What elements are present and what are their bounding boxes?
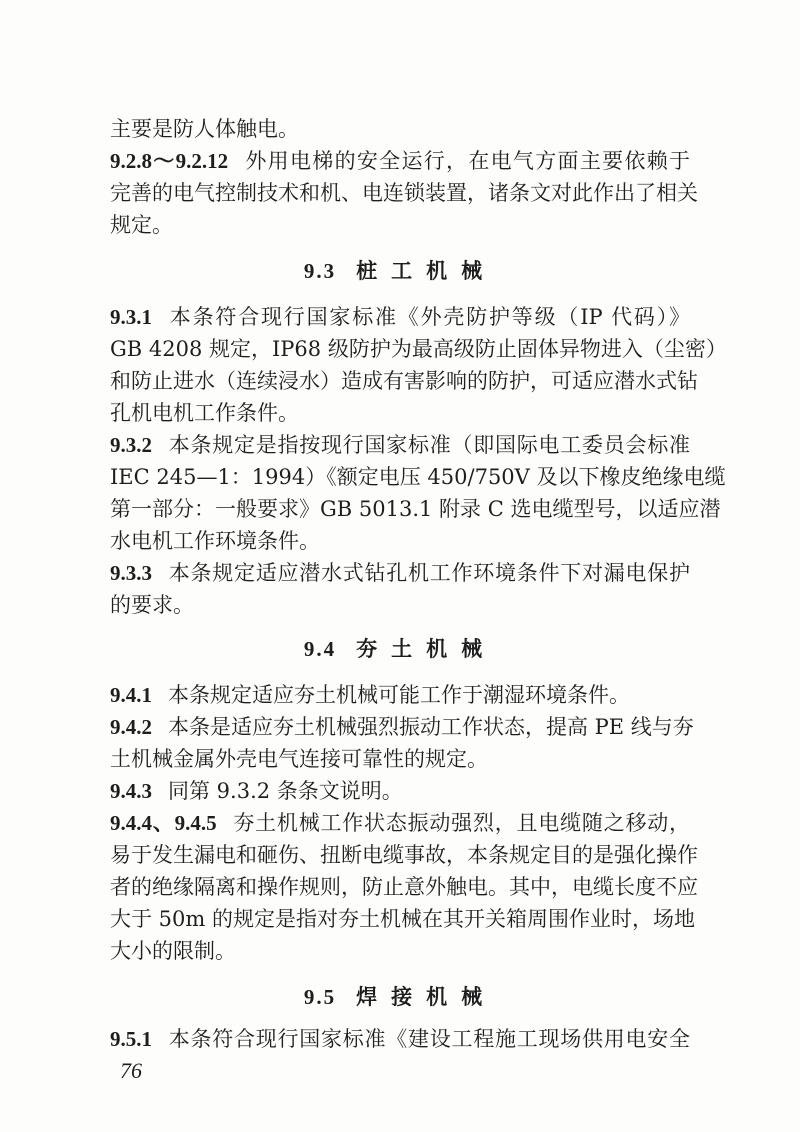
text-line: 主要是防人体触电。 bbox=[110, 117, 299, 141]
text-line: 孔机电机工作条件。 bbox=[110, 401, 299, 425]
clause-line: 9.3.2 本条规定是指按现行国家标准（即国际电工委员会标准 bbox=[110, 433, 690, 457]
clause-line: 9.4.1 本条规定适应夯土机械可能工作于潮湿环境条件。 bbox=[110, 683, 630, 707]
text-line: 的要求。 bbox=[110, 593, 194, 617]
clause-number: 9.3.1 bbox=[110, 305, 152, 329]
text-line: 第一部分：一般要求》GB 5013.1 附录 C 选电缆型号，以适应潜 bbox=[110, 497, 721, 521]
clause-number: 9.4.2 bbox=[110, 715, 152, 739]
text-line: IEC 245—1：1994）《额定电压 450/750V 及以下橡皮绝缘电缆 bbox=[110, 465, 726, 489]
section-heading: 9.3 桩工机械 bbox=[303, 258, 497, 283]
clause-line: 9.4.2 本条是适应夯土机械强烈振动工作状态，提高 PE 线与夯 bbox=[110, 715, 694, 739]
text-line: 大小的限制。 bbox=[110, 939, 236, 963]
clause-line: 9.4.4、9.4.5 夯土机械工作状态振动强烈，且电缆随之移动， bbox=[110, 811, 691, 835]
clause-number: 9.3.3 bbox=[110, 561, 152, 585]
clause-number: 9.3.2 bbox=[110, 433, 152, 457]
clause-line: 9.2.8～9.2.12 外用电梯的安全运行，在电气方面主要依赖于 bbox=[110, 149, 691, 173]
page-number: 76 bbox=[120, 1058, 142, 1083]
text-line: 水电机工作环境条件。 bbox=[110, 529, 320, 553]
clause-line: 9.4.3 同第 9.3.2 条条文说明。 bbox=[110, 779, 403, 803]
clause-number: 9.4.1 bbox=[110, 683, 152, 707]
text-line: 规定。 bbox=[110, 213, 173, 237]
text-line: 和防止进水（连续浸水）造成有害影响的防护，可适应潜水式钻 bbox=[110, 369, 698, 393]
text-line: 土机械金属外壳电气连接可靠性的规定。 bbox=[110, 747, 488, 771]
clause-number: 9.2.8～9.2.12 bbox=[110, 149, 229, 173]
text-line: 者的绝缘隔离和操作规则，防止意外触电。其中，电缆长度不应 bbox=[110, 875, 698, 899]
text-line: 完善的电气控制技术和机、电连锁装置，诸条文对此作出了相关 bbox=[110, 181, 698, 205]
section-heading: 9.4 夯土机械 bbox=[303, 636, 497, 661]
clause-number: 9.4.3 bbox=[110, 779, 152, 803]
clause-line: 9.5.1 本条符合现行国家标准《建设工程施工现场供用电安全 bbox=[110, 1027, 690, 1051]
text-line: 大于 50m 的规定是指对夯土机械在其开关箱周围作业时，场地 bbox=[110, 907, 695, 931]
clause-number: 9.4.4、9.4.5 bbox=[110, 811, 217, 835]
clause-line: 9.3.3 本条规定适应潜水式钻孔机工作环境条件下对漏电保护 bbox=[110, 561, 690, 585]
section-heading: 9.5 焊接机械 bbox=[303, 984, 497, 1009]
text-line: 易于发生漏电和砸伤、扭断电缆事故，本条规定目的是强化操作 bbox=[110, 843, 698, 867]
clause-line: 9.3.1 本条符合现行国家标准《外壳防护等级（IP 代码）》 bbox=[110, 305, 690, 329]
clause-number: 9.5.1 bbox=[110, 1027, 152, 1051]
text-line: GB 4208 规定，IP68 级防护为最高级防止固体异物进入（尘密） bbox=[110, 337, 727, 361]
